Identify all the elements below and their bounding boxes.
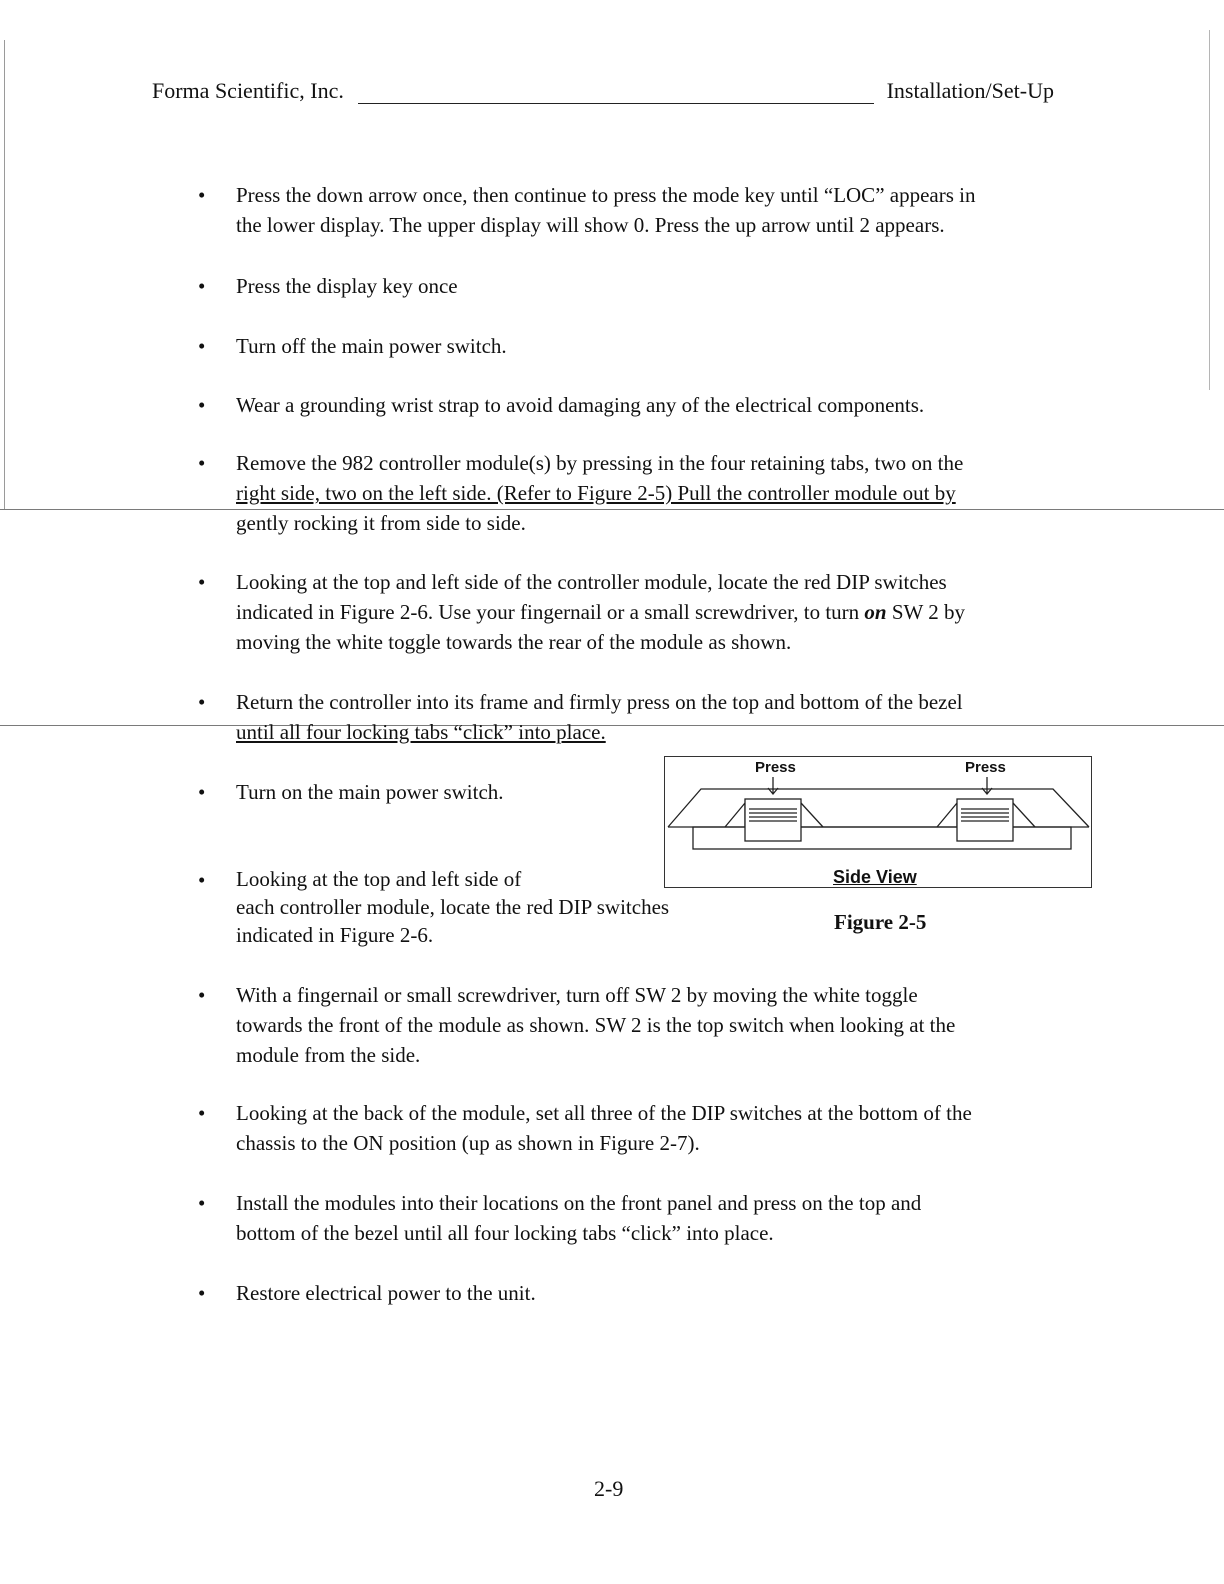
bullet-text: [236, 777, 504, 807]
header-company: Forma Scientific, Inc.: [152, 78, 344, 103]
bullet-marker: •: [198, 1281, 206, 1305]
bullet-text: [236, 980, 955, 1070]
bullet-marker: •: [198, 451, 206, 475]
emphasis-on: on: [864, 600, 887, 624]
bullet-text: [236, 687, 963, 747]
bullet-line: module from the side.: [236, 1043, 421, 1067]
bullet-text-segment: SW 2 by: [886, 600, 965, 624]
bullet-line: Restore electrical power to the unit.: [236, 1281, 536, 1305]
bullet-marker: •: [198, 334, 206, 358]
bullet-marker: •: [198, 868, 206, 892]
page-number: 2-9: [594, 1476, 624, 1501]
bullet-line: gently rocking it from side to side.: [236, 511, 526, 535]
header-section: Installation/Set-Up: [886, 78, 1054, 103]
bullet-line: Turn off the main power switch.: [236, 334, 507, 358]
bullet-line: until all four locking tabs “click” into place.: [236, 720, 606, 744]
bullet-line: right side, two on the left side. (Refer to Figure 2-5) Pull the controller module out by: [236, 481, 956, 505]
figure-caption: Figure 2-5: [834, 910, 927, 934]
bullet-line: Press the display key once: [236, 274, 458, 298]
bullet-line: Looking at the top and left side of: [236, 867, 522, 891]
bullet-text: [236, 865, 669, 949]
figure-2-5-diagram: [664, 756, 1092, 888]
bullet-text: [236, 331, 507, 361]
press-label-right: Press: [965, 759, 1006, 776]
scan-left-border: [4, 40, 5, 510]
bullet-text-segment: indicated in Figure 2-6. Use your fingernail or a small screwdriver, to turn: [236, 600, 865, 624]
bullet-marker: •: [198, 274, 206, 298]
bullet-text: [236, 567, 965, 657]
bullet-marker: •: [198, 183, 206, 207]
bullet-line: each controller module, locate the red DIP switches: [236, 895, 670, 919]
bullet-line: chassis to the ON position (up as shown in Figure 2-7).: [236, 1131, 700, 1155]
scan-right-border: [1209, 30, 1210, 390]
bullet-marker: •: [198, 780, 206, 804]
bullet-line: Install the modules into their locations on the front panel and press on the top and: [236, 1191, 922, 1215]
bullet-text: [236, 448, 963, 538]
bullet-line: indicated in Figure 2-6.: [236, 923, 434, 947]
header-rule: [358, 103, 874, 104]
bullet-line: Looking at the back of the module, set all three of the DIP switches at the bottom of the: [236, 1101, 972, 1125]
bullet-marker: •: [198, 690, 206, 714]
bullet-marker: •: [198, 570, 206, 594]
bullet-marker: •: [198, 1101, 206, 1125]
bullet-text: [236, 1188, 921, 1248]
bullet-line: Return the controller into its frame and firmly press on the top and bottom of the bezel: [236, 690, 963, 714]
page-header: [152, 78, 1054, 108]
bullet-line: bottom of the bezel until all four locking tabs “click” into place.: [236, 1221, 774, 1245]
bullet-marker: •: [198, 393, 206, 417]
bullet-line: Remove the 982 controller module(s) by pressing in the four retaining tabs, two on the: [236, 451, 964, 475]
bullet-text: [236, 1278, 536, 1308]
bullet-text: [236, 180, 975, 240]
bullet-text: [236, 1098, 972, 1158]
press-label-left: Press: [755, 759, 796, 776]
bullet-marker: •: [198, 983, 206, 1007]
bullet-line: towards the front of the module as shown. SW 2 is the top switch when looking at the: [236, 1013, 956, 1037]
bullet-line: Wear a grounding wrist strap to avoid damaging any of the electrical components.: [236, 393, 925, 417]
bullet-line: With a fingernail or small screwdriver, turn off SW 2 by moving the white toggle: [236, 983, 918, 1007]
bullet-line: Looking at the top and left side of the controller module, locate the red DIP switches: [236, 570, 947, 594]
bullet-line: [236, 597, 965, 627]
bullet-line: Press the down arrow once, then continue to press the mode key until “LOC” appears in: [236, 183, 976, 207]
bullet-text: [236, 390, 924, 420]
side-view-label: Side View: [833, 867, 917, 887]
bullet-line: the lower display. The upper display will show 0. Press the up arrow until 2 appears.: [236, 213, 945, 237]
bullet-line: moving the white toggle towards the rear of the module as shown.: [236, 630, 792, 654]
bullet-marker: •: [198, 1191, 206, 1215]
bullet-line: Turn on the main power switch.: [236, 780, 504, 804]
bullet-text: [236, 271, 458, 301]
